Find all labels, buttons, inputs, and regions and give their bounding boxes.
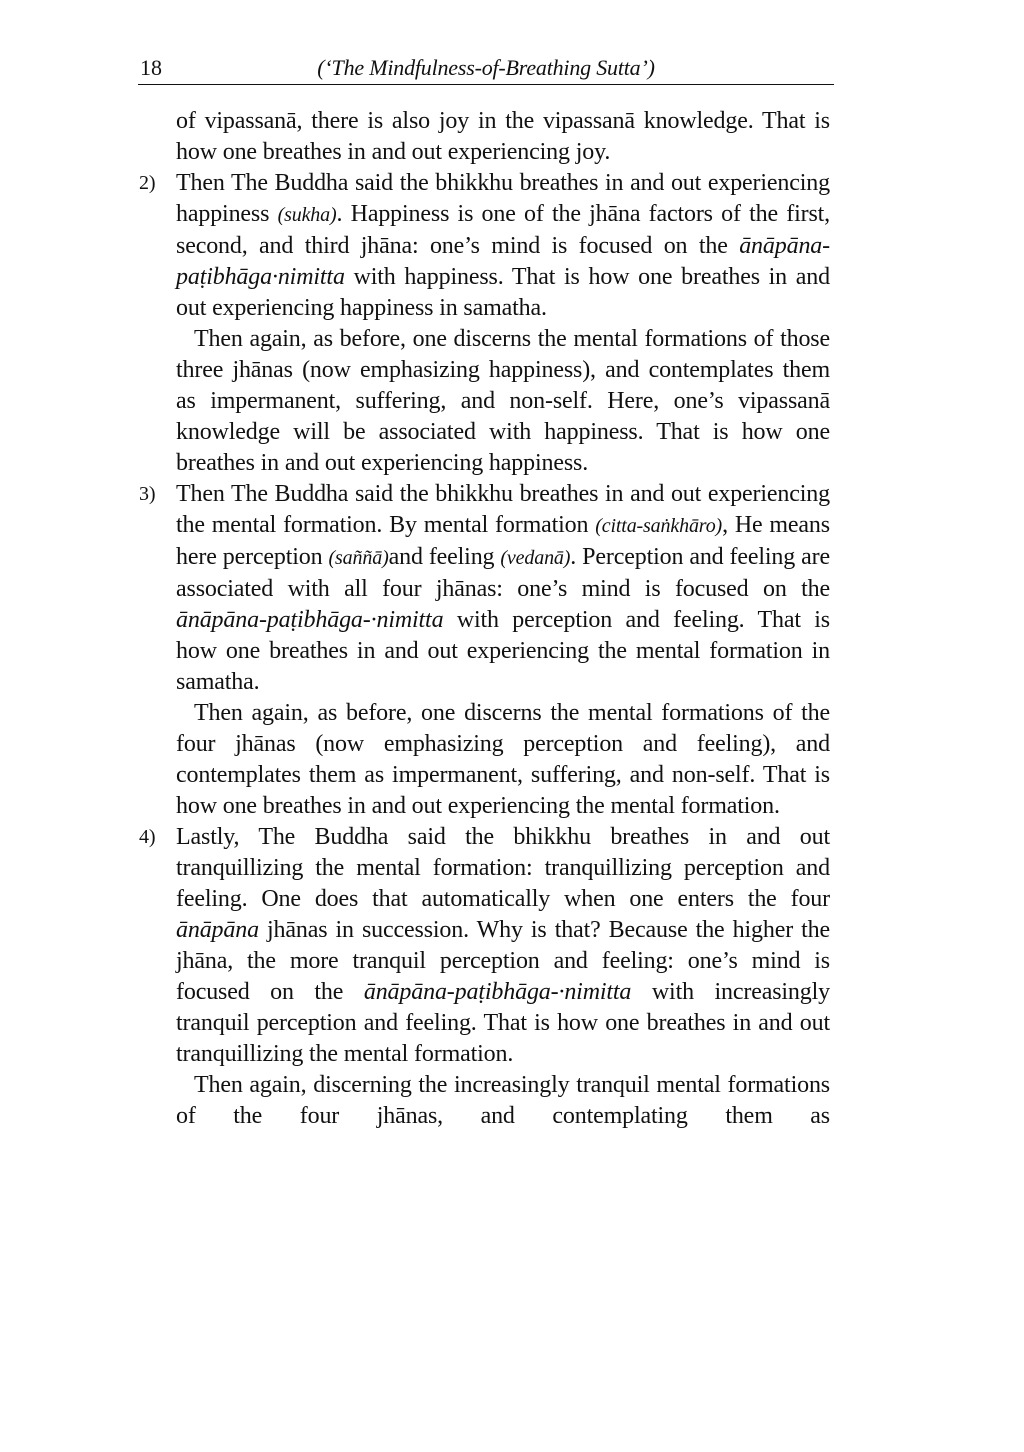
item-4-text-2: jhānas in succession. Why is that? Because the higher the jhāna, the more tranquil perception and feeling: one’s mind is focused on the (176, 917, 830, 1005)
item-3-text-2: , He means here perception (176, 512, 830, 570)
paragraph-happiness-vipassana: Then again, as before, one discerns the mental formations of those three jhānas (now emphasizing happiness), and contemplates them as impermanent, suffering, and non-self. Here, one’s vipassanā knowledge will be associated with happiness. That is how one breathes in and out experiencing happiness. (176, 326, 830, 476)
list-marker-4: 4) (139, 826, 156, 848)
item-2-text-3: with happiness. That is how one breathes in and out experiencing happiness in samatha. (176, 264, 830, 321)
item-4-text-3: with increasingly tranquil perception and feeling. That is how one breathes in and out tranquillizing the mental formation. (176, 979, 830, 1067)
item-3-text-3: and feeling (388, 544, 501, 570)
term-citta-sankharo: (citta-saṅkhāro) (595, 515, 723, 537)
term-sukha: (sukha) (277, 204, 337, 226)
list-item-2 (139, 168, 830, 324)
list-item-4 (139, 822, 830, 1070)
page-header (138, 54, 834, 85)
page-number: 18 (140, 55, 162, 80)
item-3-text-4: . Perception and feeling are associated with all four jhānas: one’s mind is focused on the (176, 544, 830, 602)
list-item-3 (139, 479, 830, 698)
term-anapana: ānāpāna (176, 917, 259, 943)
item-2-text-1: Then The Buddha said the bhikkhu breathes in and out experiencing happiness (176, 170, 830, 227)
paragraph-tranquil-formations: Then again, discerning the increasingly tranquil mental formations of the four jhānas, and contemplating them as (176, 1072, 830, 1129)
item-4-text-1: Lastly, The Buddha said the bhikkhu breathes in and out tranquillizing the mental formation: tranquillizing perception and feeling. One does that automatically when one enters the four (176, 824, 830, 912)
term-nimitta: ānāpāna-paṭibhāga-·nimitta (363, 979, 632, 1005)
list-marker-2: 2) (139, 172, 156, 194)
running-title: (‘The Mindfulness-of-Breathing Sutta’) (317, 55, 655, 80)
term-nimitta: ānāpāna-paṭibhāga-·nimitta (176, 607, 444, 633)
main-text (139, 106, 830, 1132)
list-marker-3: 3) (139, 483, 156, 505)
item-3-text-5: with perception and feeling. That is how one breathes in and out experiencing the mental formation in samatha. (176, 607, 830, 695)
paragraph-continuation: of vipassanā, there is also joy in the vipassanā knowledge. That is how one breathes in and out experiencing joy. (176, 108, 830, 165)
item-2-text-2: . Happiness is one of the jhāna factors of the first, second, and third jhāna: one’s mind is focused on the (176, 201, 830, 259)
term-nimitta: ānāpāna-paṭibhāga·nimitta (176, 233, 830, 290)
term-vedana: (vedanā) (500, 547, 571, 569)
item-3-text-1: Then The Buddha said the bhikkhu breathes in and out experiencing the mental formation. By mental formation (176, 481, 830, 538)
paragraph-mental-formation-vipassana: Then again, as before, one discerns the mental formations of the four jhānas (now emphasizing perception and feeling), and contemplates them as impermanent, suffering, and non-self. That is how one breathes in and out experiencing the mental formation. (176, 700, 830, 819)
term-sanna: (saññā) (328, 547, 389, 569)
